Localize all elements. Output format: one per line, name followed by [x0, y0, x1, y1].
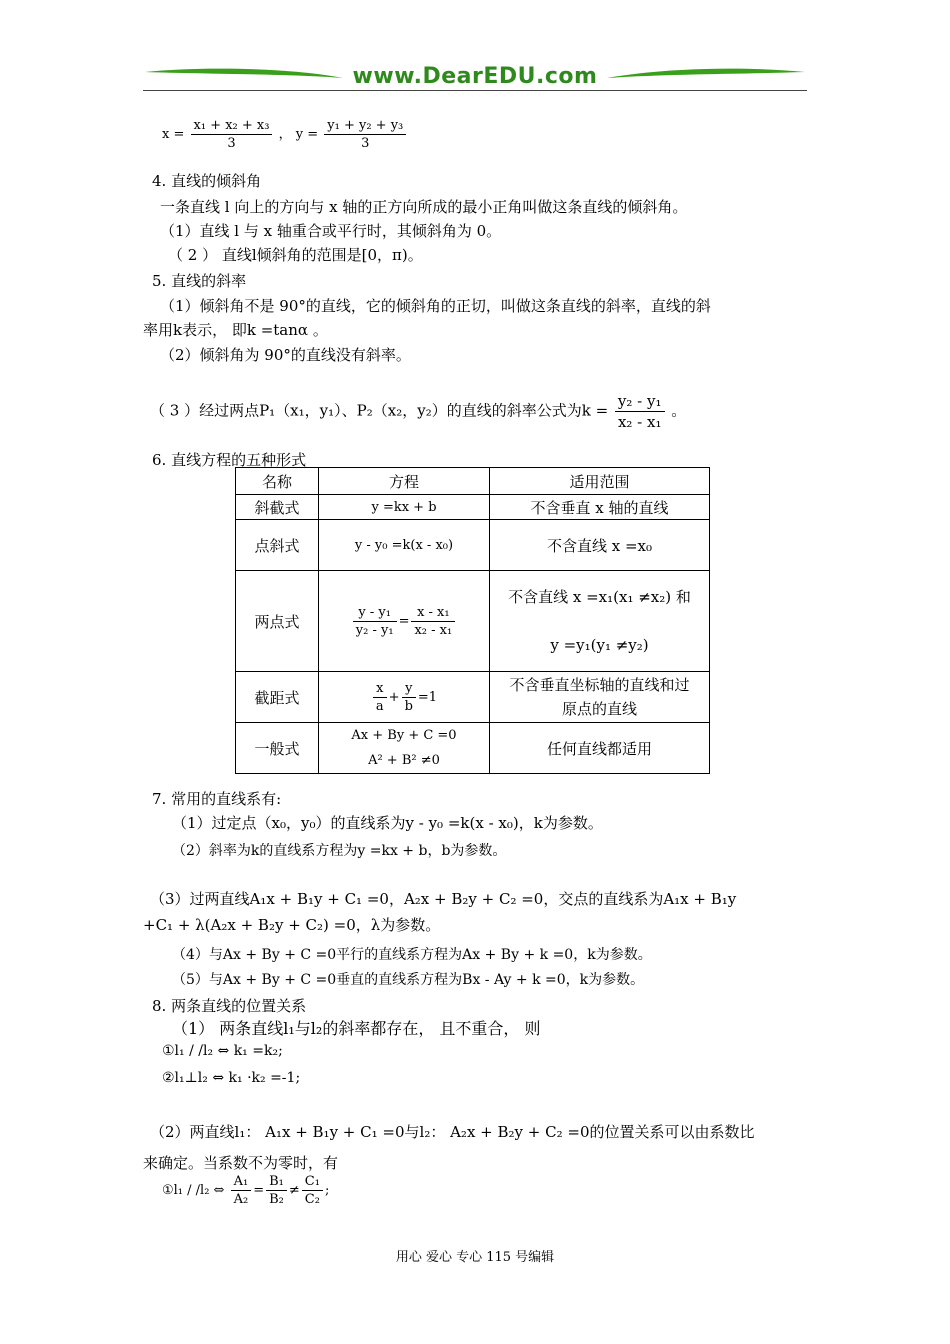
separator: ，	[278, 127, 292, 142]
line-family-3a: （3）过两直线A₁x + B₁y + C₁ =0，A₂x + B₂y + C₂ =0，交点的直线系为A₁x + B₁y	[150, 890, 737, 908]
inclination-point-1: （1）直线 l 与 x 轴重合或平行时，其倾斜角为 0。	[160, 222, 502, 240]
form-name: 斜截式	[236, 495, 319, 520]
slope-numerator: y₂ - y₁	[615, 392, 665, 412]
range-line-2: y =y₁(y₁ ≠y₂)	[550, 636, 649, 654]
ratio-c-fraction	[302, 1174, 323, 1207]
range-line-1: 不含直线 x =x₁(x₁ ≠x₂) 和	[508, 588, 691, 606]
slope-point-1a: （1）倾斜角不是 90°的直线，它的倾斜角的正切，叫做这条直线的斜率，直线的斜	[160, 297, 711, 315]
header-name: 名称	[236, 468, 319, 495]
intercept-x-fraction	[373, 681, 387, 714]
form-equation: y =kx + b	[319, 495, 490, 520]
denominator: x₂ - x₁	[414, 622, 453, 638]
numerator: B₁	[266, 1174, 287, 1191]
equals: =	[253, 1183, 265, 1198]
denominator: B₂	[269, 1192, 284, 1207]
coefficient-ratio-condition	[162, 1174, 329, 1207]
relation-point-2b: 来确定。当系数不为零时，有	[143, 1154, 339, 1172]
intercept-y-fraction	[402, 681, 416, 714]
numerator: x	[373, 681, 387, 698]
ratio-a-fraction	[231, 1174, 252, 1207]
line-family-1: （1）过定点（x₀，y₀）的直线系为y - y₀ =k(x - x₀)，k为参数。	[172, 814, 603, 832]
range-line-2: 原点的直线	[561, 700, 637, 718]
not-equal: ≠	[288, 1183, 300, 1198]
general-eq-line-1: Ax + By + C =0	[351, 728, 457, 743]
line-forms-table	[235, 467, 710, 774]
table-header-row	[236, 468, 710, 495]
line-family-3b: +C₁ + λ(A₂x + B₂y + C₂) =0，λ为参数。	[143, 916, 441, 934]
x-denominator: 3	[227, 136, 236, 151]
form-equation	[319, 571, 490, 672]
form-range: 任何直线都适用	[490, 723, 710, 774]
y-numerator: y₁ + y₂ + y₃	[324, 118, 406, 135]
slope-formula-text: （ 3 ）经过两点P₁（x₁，y₁）、P₂（x₂，y₂）的直线的斜率公式为k =	[150, 401, 609, 420]
slope-fraction	[615, 392, 665, 431]
section-7-title: 7. 常用的直线系有:	[152, 790, 282, 808]
range-line-1: 不含垂直坐标轴的直线和过	[509, 676, 690, 694]
section-8-title: 8. 两条直线的位置关系	[152, 997, 307, 1015]
denominator: b	[404, 698, 413, 714]
plus: +	[388, 689, 400, 705]
y-fraction	[324, 118, 406, 151]
equals-one: =1	[417, 689, 438, 705]
form-name: 两点式	[236, 571, 319, 672]
section-4-title: 4. 直线的倾斜角	[152, 172, 262, 190]
form-equation	[319, 723, 490, 774]
section-6-title: 6. 直线方程的五种形式	[152, 451, 307, 469]
numerator: y - y₁	[353, 605, 397, 622]
line-family-4: （4）与Ax + By + C =0平行的直线系方程为Ax + By + k =0，k为参数。	[172, 947, 652, 963]
form-name: 一般式	[236, 723, 319, 774]
denominator: a	[375, 698, 384, 714]
general-eq-line-2: A² + B² ≠0	[368, 753, 440, 768]
header-equation: 方程	[319, 468, 490, 495]
centroid-formula	[162, 118, 408, 151]
x-fraction	[191, 118, 273, 151]
inclination-point-2: （ 2 ） 直线l倾斜角的范围是[0，π)。	[168, 246, 423, 264]
numerator: x - x₁	[411, 605, 455, 622]
ratio-lhs: ①l₁ / /l₂ ⇔	[162, 1183, 225, 1198]
header-rule	[143, 90, 807, 91]
header-banner	[143, 62, 807, 92]
slope-point-1b: 率用k表示， 即k =tanα 。	[143, 321, 328, 339]
line-family-2: （2）斜率为k的直线系方程为y =kx + b，b为参数。	[172, 843, 507, 859]
slope-point-2: （2）倾斜角为 90°的直线没有斜率。	[160, 346, 411, 364]
parallel-condition: ①l₁ / /l₂ ⇔ k₁ =k₂;	[162, 1043, 283, 1059]
denominator: y₂ - y₁	[355, 622, 394, 638]
x-numerator: x₁ + x₂ + x₃	[191, 118, 273, 135]
slope-end: 。	[671, 401, 687, 420]
line-family-5: （5）与Ax + By + C =0垂直的直线系方程为Bx - Ay + k =0，k为参数。	[172, 972, 645, 988]
form-equation: y - y₀ =k(x - x₀)	[319, 520, 490, 571]
relation-point-2a: （2）两直线l₁： A₁x + B₁y + C₁ =0与l₂： A₂x + B₂y + C₂ =0的位置关系可以由系数比	[150, 1123, 755, 1141]
table-row	[236, 672, 710, 723]
table-row	[236, 520, 710, 571]
relation-point-1: （1） 两条直线l₁与l₂的斜率都存在， 且不重合， 则	[172, 1019, 541, 1038]
y-lhs: y =	[295, 127, 319, 142]
form-range: 不含垂直 x 轴的直线	[490, 495, 710, 520]
page-footer: 用心 爱心 专心 115 号编辑	[395, 1250, 555, 1265]
table-row	[236, 495, 710, 520]
denominator: A₂	[233, 1192, 249, 1207]
numerator: y	[402, 681, 416, 698]
section-5-title: 5. 直线的斜率	[152, 272, 247, 290]
two-point-right-fraction	[411, 605, 455, 638]
form-equation	[319, 672, 490, 723]
y-denominator: 3	[361, 136, 370, 151]
x-lhs: x =	[162, 127, 185, 142]
denominator: C₂	[304, 1192, 320, 1207]
table-row	[236, 571, 710, 672]
table-row	[236, 723, 710, 774]
slope-denominator: x₂ - x₁	[617, 413, 662, 431]
perpendicular-condition: ②l₁⊥l₂ ⇔ k₁ ·k₂ =-1;	[162, 1070, 301, 1086]
equals: =	[398, 613, 410, 629]
form-name: 点斜式	[236, 520, 319, 571]
numerator: A₁	[231, 1174, 252, 1191]
two-point-left-fraction	[353, 605, 397, 638]
semicolon: ;	[324, 1183, 330, 1198]
form-range	[490, 672, 710, 723]
inclination-definition: 一条直线 l 向上的方向与 x 轴的正方向所成的最小正角叫做这条直线的倾斜角。	[160, 198, 688, 216]
site-name: www.DearEDU.com	[352, 64, 598, 89]
ratio-b-fraction	[266, 1174, 287, 1207]
form-range: 不含直线 x =x₀	[490, 520, 710, 571]
header-range: 适用范围	[490, 468, 710, 495]
slope-formula	[150, 392, 686, 431]
form-range	[490, 571, 710, 672]
numerator: C₁	[302, 1174, 323, 1191]
form-name: 截距式	[236, 672, 319, 723]
